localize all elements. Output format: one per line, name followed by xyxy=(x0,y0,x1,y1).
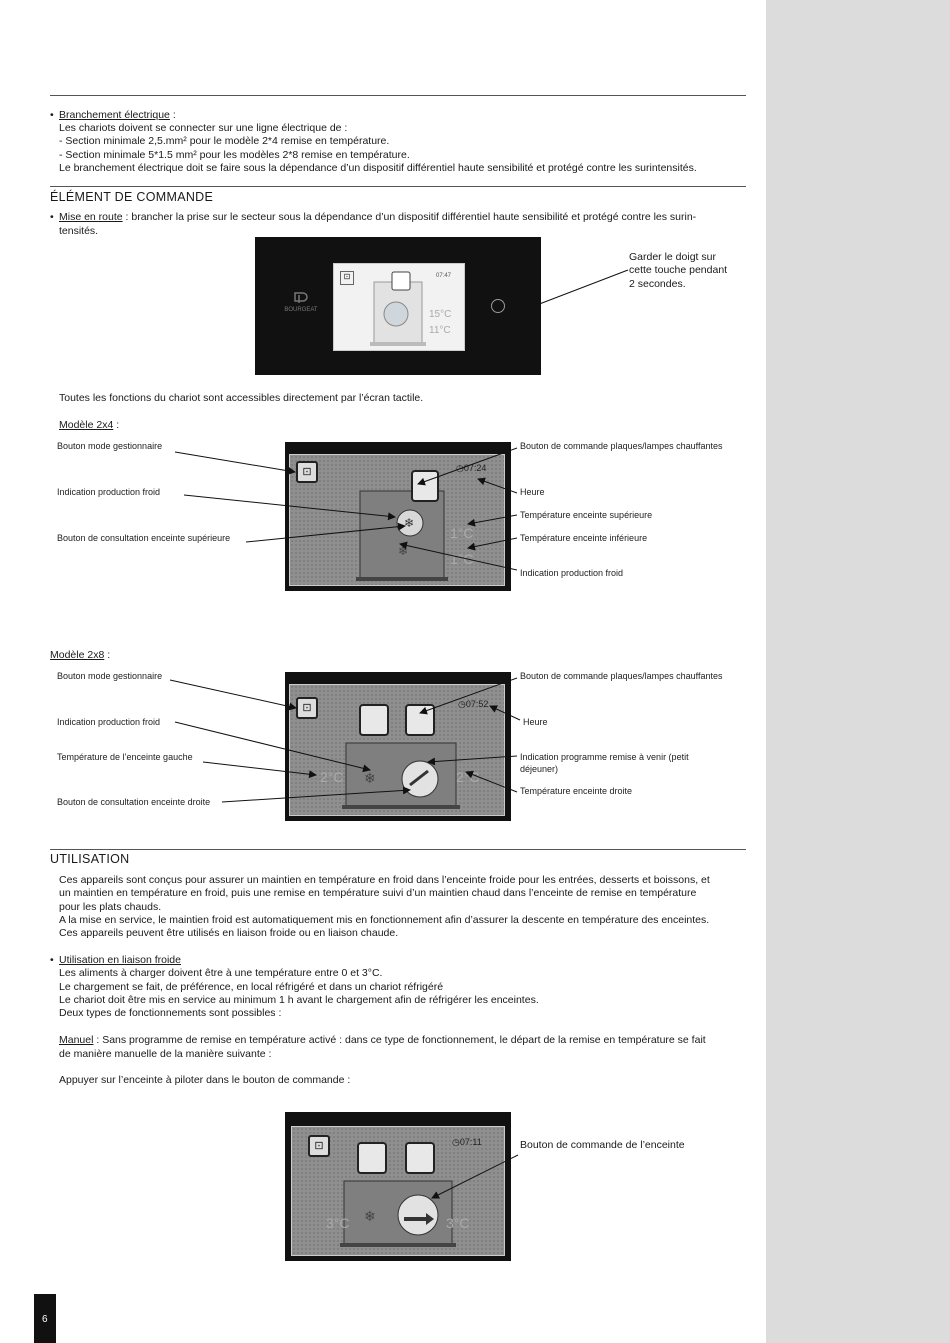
section-heading-utilisation: UTILISATION xyxy=(50,852,130,866)
label-lower-temperature: Température enceinte inférieure xyxy=(520,533,648,543)
text-line: Le chargement se fait, de préférence, en local réfrigéré et dans un chariot réfrigéré xyxy=(59,981,444,993)
temperature-right: 3°C xyxy=(446,1215,470,1231)
cart-illustration xyxy=(366,270,436,348)
text-line: Deux types de fonctionnements sont possibles : xyxy=(59,1007,282,1019)
callout-line: Garder le doigt sur xyxy=(629,251,716,263)
arrow xyxy=(175,452,295,472)
svg-text:❄: ❄ xyxy=(404,516,415,530)
clock-icon: ◷ xyxy=(458,699,466,709)
lcd-2x8[interactable] xyxy=(289,684,505,816)
label-compartment-button: Bouton de commande de l’enceinte xyxy=(520,1139,685,1151)
lock-icon[interactable]: ⊡ xyxy=(296,461,318,483)
text-line: de manière manuelle de la manière suivante : xyxy=(59,1048,272,1060)
label-cold-production-2: Indication production froid xyxy=(520,568,624,578)
touch-screen[interactable] xyxy=(333,263,465,351)
touch-screen-note: Toutes les fonctions du chariot sont accessibles directement par l’écran tactile. xyxy=(59,392,424,404)
clock-icon: ◷ xyxy=(452,1137,460,1147)
cart-illustration xyxy=(336,695,466,815)
model-2x8-title: Modèle 2x8 : xyxy=(50,649,111,661)
lcd-manual[interactable] xyxy=(291,1126,505,1256)
model-2x4-title: Modèle 2x4 : xyxy=(59,419,120,431)
temperature-left: 3°C xyxy=(326,1215,350,1231)
screen-manual-photo xyxy=(285,1112,511,1261)
label-right-temperature: Température enceinte droite xyxy=(520,786,633,796)
label-upper-temperature: Température enceinte supérieure xyxy=(520,510,653,520)
text-line: Les chariots doivent se connecter sur une ligne électrique de : xyxy=(59,122,348,134)
bullet: • xyxy=(50,211,54,223)
svg-text:❄: ❄ xyxy=(364,770,376,786)
text-line: Ces appareils sont conçus pour assurer un maintien en température en froid dans l’enceinte froide pour les entrées, desserts et boissons, et xyxy=(59,874,710,886)
text-line: un maintien en température en froid, puis une remise en température suivi d’un maintien chaud dans l’enceinte de remise en température xyxy=(59,887,697,899)
svg-text:❄: ❄ xyxy=(398,544,409,558)
temperature-bottom: 1°C xyxy=(450,551,474,567)
lock-icon[interactable]: ⊡ xyxy=(340,271,354,285)
top-rule xyxy=(50,95,746,96)
clock-time: ◷07:52 xyxy=(458,699,489,709)
manuel-text: Manuel : Sans programme de remise en température activé : dans ce type de fonctionnement, le départ de la remise en température se fait xyxy=(59,1034,706,1046)
temperature-bottom: 11°C xyxy=(429,325,451,336)
branchement-heading: Branchement électrique : xyxy=(59,109,176,121)
clock-time: ◷07:11 xyxy=(452,1137,482,1147)
label-upcoming-program: Indication programme remise à venir (petit xyxy=(520,752,689,762)
callout-line: cette touche pendant xyxy=(629,264,728,276)
text-line: - Section minimale 5*1.5 mm² pour les modèles 2*8 remise en température. xyxy=(59,149,410,161)
text-line: Le branchement électrique doit se faire sous la dépendance d’un dispositif différentiel haute sensibilité et protégé contre les surintensités. xyxy=(59,162,697,174)
temperature-right: 2°C xyxy=(456,769,480,785)
text-line: tensités. xyxy=(59,225,99,237)
liaison-froide-heading: Utilisation en liaison froide xyxy=(59,954,181,966)
mise-en-route-text: Mise en route : brancher la prise sur le secteur sous la dépendance d’un dispositif différentiel haute sensibilité et protégé contre les surin- xyxy=(59,211,697,223)
svg-text:❄: ❄ xyxy=(364,1208,376,1224)
text-line: - Section minimale 2,5.mm² pour le modèle 2*4 remise en température. xyxy=(59,135,390,147)
control-panel-photo xyxy=(255,237,541,375)
label-cold-production: Indication production froid xyxy=(57,487,161,497)
label-upper-compartment-button: Bouton de consultation enceinte supérieure xyxy=(57,533,231,543)
logo-mark-icon xyxy=(292,291,310,305)
temperature-top: 15°C xyxy=(429,309,452,320)
label-manager-button: Bouton mode gestionnaire xyxy=(57,671,163,681)
clock-time: ◷07:24 xyxy=(456,463,487,473)
cart-illustration xyxy=(350,463,460,583)
text-line: Les aliments à charger doivent être à une température entre 0 et 3°C. xyxy=(59,967,383,979)
label-heating-plates-button: Bouton de commande plaques/lampes chauffantes xyxy=(520,441,723,451)
label-right-compartment-button: Bouton de consultation enceinte droite xyxy=(57,797,211,807)
bullet: • xyxy=(50,954,54,966)
section-rule xyxy=(50,186,746,187)
text-line: pour les plats chauds. xyxy=(59,901,162,913)
temperature-left: 2°C xyxy=(320,769,344,785)
label-cold-production: Indication production froid xyxy=(57,717,161,727)
lock-icon[interactable]: ⊡ xyxy=(296,697,318,719)
text-line: Appuyer sur l’enceinte à piloter dans le bouton de commande : xyxy=(59,1074,351,1086)
text-line: Le chariot doit être mis en service au minimum 1 h avant le chargement afin de réfrigérer les enceintes. xyxy=(59,994,539,1006)
temperature-top: 1°C xyxy=(450,525,474,541)
section-heading-element-commande: ÉLÉMENT DE COMMANDE xyxy=(50,190,214,204)
lock-icon[interactable]: ⊡ xyxy=(308,1135,330,1157)
section-rule xyxy=(50,849,746,850)
label-left-temperature: Température de l’enceinte gauche xyxy=(57,752,193,762)
label-manager-button: Bouton mode gestionnaire xyxy=(57,441,163,451)
brand-logo: BOURGEAT xyxy=(281,291,321,313)
clock-time: 07:47 xyxy=(436,273,452,279)
right-margin-band xyxy=(766,0,950,1343)
lcd-2x4[interactable] xyxy=(289,454,505,586)
page-number: 6 xyxy=(42,1314,48,1325)
text-line: A la mise en service, le maintien froid est automatiquement mis en fonctionnement afin d’assurer la descente en température des enceintes. xyxy=(59,914,710,926)
cart-illustration xyxy=(332,1135,462,1253)
screen-2x8-photo xyxy=(285,672,511,821)
arrow xyxy=(170,680,296,708)
screen-2x4-photo xyxy=(285,442,511,591)
label-time: Heure xyxy=(523,717,548,727)
label-upcoming-program-2: déjeuner) xyxy=(520,764,559,774)
text-line: Ces appareils peuvent être utilisés en liaison froide ou en liaison chaude. xyxy=(59,927,399,939)
label-heating-plates-button: Bouton de commande plaques/lampes chauffantes xyxy=(520,671,723,681)
power-button-icon[interactable] xyxy=(491,299,505,313)
page-number-tab xyxy=(34,1294,56,1343)
callout-line: 2 secondes. xyxy=(629,278,686,290)
clock-icon: ◷ xyxy=(456,463,464,473)
bullet: • xyxy=(50,109,54,121)
label-time: Heure xyxy=(520,487,545,497)
